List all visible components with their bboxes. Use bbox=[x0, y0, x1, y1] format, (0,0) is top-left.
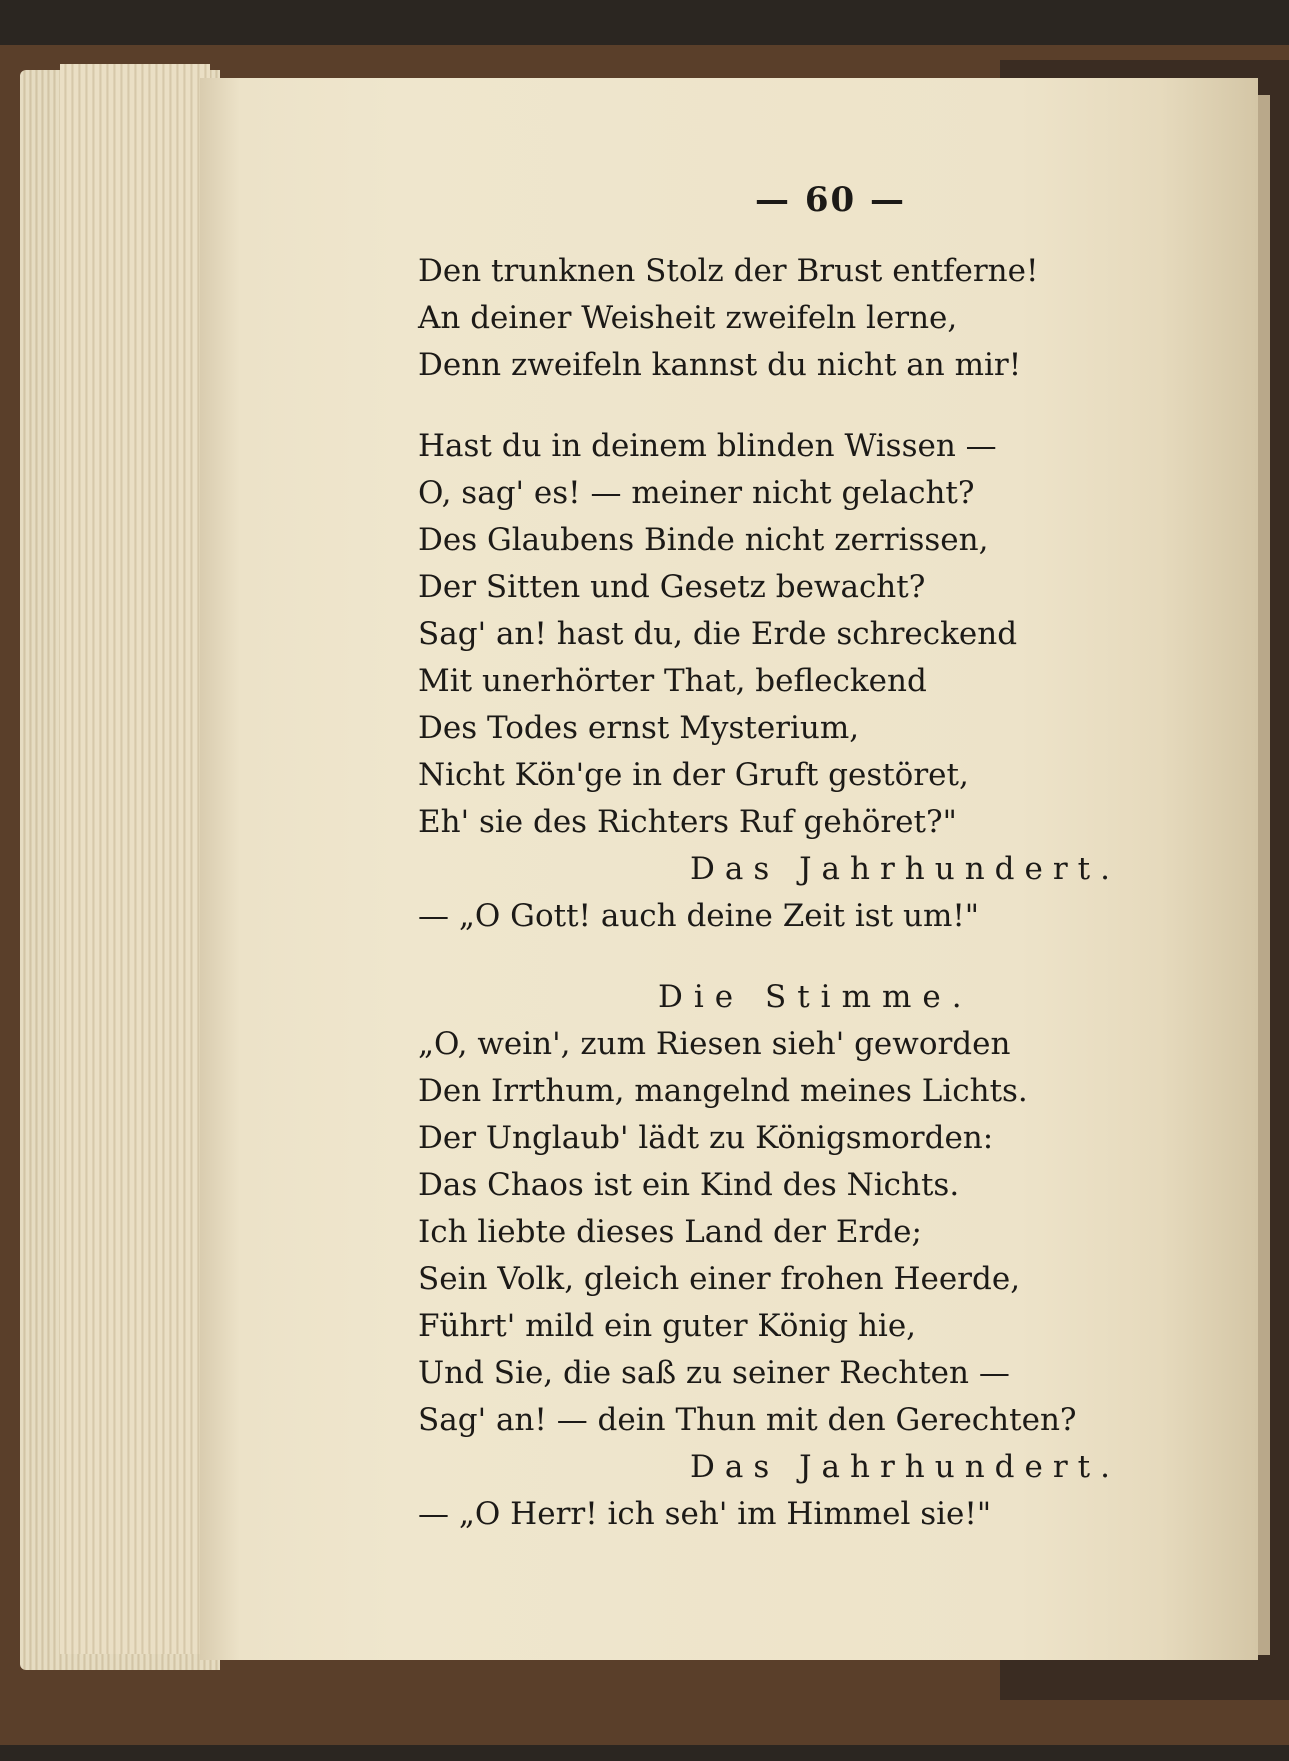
text-line: Führt' mild ein guter König hie, bbox=[418, 1308, 917, 1344]
text-line: Mit unerhörter That, befleckend bbox=[418, 663, 927, 699]
page-edges-front bbox=[60, 64, 210, 1654]
text-line: Sein Volk, gleich einer frohen Heerde, bbox=[418, 1261, 1021, 1297]
page-number: — 60 — bbox=[755, 180, 906, 220]
text-line: „O, wein', zum Riesen sieh' geworden bbox=[418, 1026, 1011, 1062]
text-line: — „O Gott! auch deine Zeit ist um!" bbox=[418, 898, 980, 934]
text-line: Den trunknen Stolz der Brust entferne! bbox=[418, 253, 1039, 289]
text-line: Und Sie, die saß zu seiner Rechten — bbox=[418, 1355, 1010, 1391]
poem-text bbox=[418, 248, 1138, 1538]
speaker-heading: Die Stimme. bbox=[658, 979, 973, 1015]
text-line: Sag' an! — dein Thun mit den Gerechten? bbox=[418, 1402, 1077, 1438]
stanza-break bbox=[418, 389, 1138, 423]
text-line: O, sag' es! — meiner nicht gelacht? bbox=[418, 475, 975, 511]
text-line: Der Sitten und Gesetz bewacht? bbox=[418, 569, 926, 605]
text-line: Der Unglaub' lädt zu Königsmorden: bbox=[418, 1120, 994, 1156]
text-line: Des Glaubens Binde nicht zerrissen, bbox=[418, 522, 989, 558]
text-line: — „O Herr! ich seh' im Himmel sie!" bbox=[418, 1496, 992, 1532]
text-line: Hast du in deinem blinden Wissen — bbox=[418, 428, 997, 464]
text-line: Sag' an! hast du, die Erde schreckend bbox=[418, 616, 1018, 652]
text-line: Das Chaos ist ein Kind des Nichts. bbox=[418, 1167, 960, 1203]
speaker-heading: Das Jahrhundert. bbox=[689, 1449, 1120, 1485]
speaker-heading: Das Jahrhundert. bbox=[689, 851, 1120, 887]
text-line: Denn zweifeln kannst du nicht an mir! bbox=[418, 347, 1022, 383]
text-line: An deiner Weisheit zweifeln lerne, bbox=[418, 300, 958, 336]
text-line: Des Todes ernst Mysterium, bbox=[418, 710, 860, 746]
text-line: Ich liebte dieses Land der Erde; bbox=[418, 1214, 922, 1250]
text-line: Den Irrthum, mangelnd meines Lichts. bbox=[418, 1073, 1028, 1109]
stanza-break bbox=[418, 940, 1138, 974]
text-line: Nicht Kön'ge in der Gruft gestöret, bbox=[418, 757, 969, 793]
text-line: Eh' sie des Richters Ruf gehöret?" bbox=[418, 804, 957, 840]
